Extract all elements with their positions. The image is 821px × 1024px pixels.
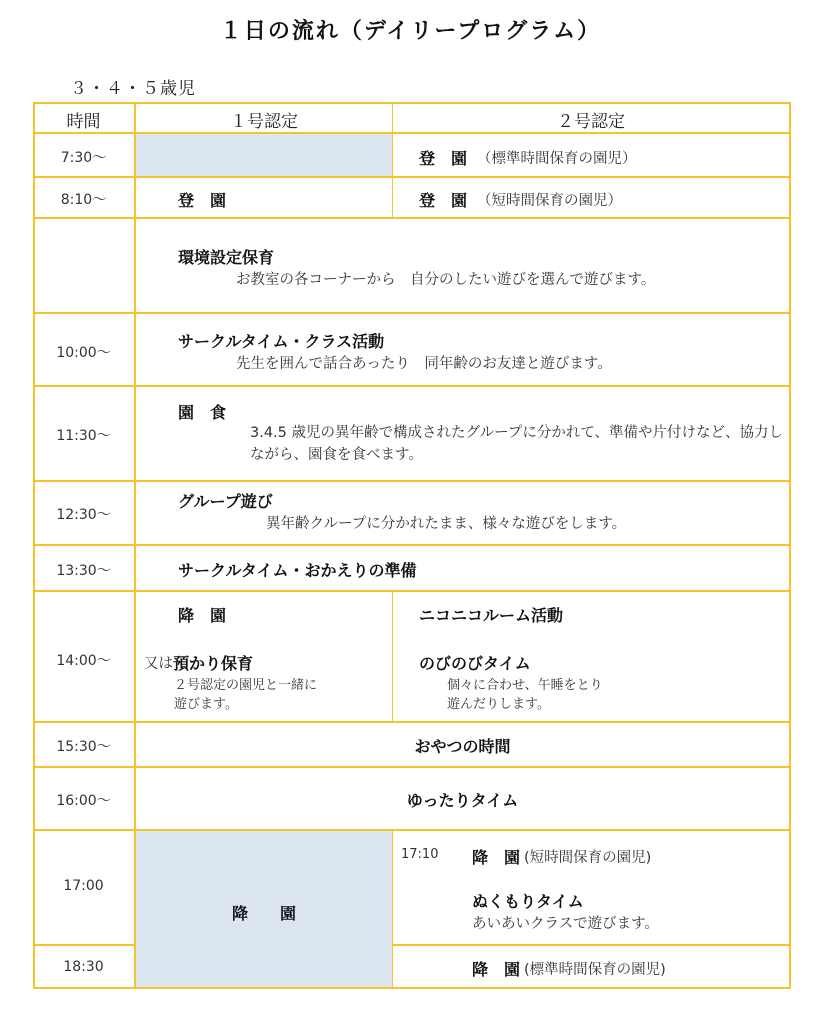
type1-extended-care-desc: ２号認定の園児と一緒に [174,678,318,693]
age-group-label: ３・４・５歳児 [70,79,196,99]
activity-title: 園 食 [178,403,227,422]
activity-title-centered: おやつの時間 [414,737,511,756]
type2-dismissal-short: 降 園 [472,848,521,867]
row-line [33,385,791,387]
type2-dismissal-standard-note: (標準時間保育の園児) [524,962,666,978]
row-line [33,944,136,946]
activity-description: 先生を囲んで話合あったり 同年齢のお友達と遊びます。 [236,356,612,372]
table-border-bottom [33,987,791,989]
time-label: 15:30～ [56,739,111,755]
time-label: 12:30～ [56,507,111,523]
activity-title: グループ遊び [178,492,273,511]
type2-nukumori-time: ぬくもりタイム [472,892,584,911]
type1-evening-dismissal: 降 園 [231,904,296,923]
type2-arrival-short-note: （短時間保育の園児） [477,193,622,209]
time-label: 10:00～ [56,345,111,361]
row-line [392,944,791,946]
type2-nikoniko-room: ニコニコルーム活動 [419,606,564,625]
activity-description: 異年齢クループに分かれたまま、様々な遊びをします。 [266,516,627,532]
type2-arrival-standard: 登 園 [419,149,468,168]
time-label: 8:10～ [60,192,107,208]
time-label: 13:30～ [56,563,111,579]
type-divider-1700 [392,830,393,989]
activity-title: サークルタイム・クラス活動 [178,332,385,351]
row-line [33,132,791,134]
header-time: 時間 [66,112,101,132]
schedule-table [33,102,791,989]
type2-nobinobi-desc: 遊んだりします。 [447,697,550,712]
time-label: 11:30～ [56,428,111,444]
time-label: 16:00～ [56,793,111,809]
type1-extended-care: 預かり保育 [173,654,254,673]
row-line [33,480,791,482]
row-line [33,544,791,546]
page-title: １日の流れ（デイリープログラム） [219,19,602,44]
type1-dismissal: 降 園 [178,606,227,625]
time-label: 18:30 [63,959,104,975]
time-label: 14:00～ [56,653,111,669]
row-line [33,590,791,592]
type2-nukumori-desc: あいあいクラスで遊びます。 [472,916,659,932]
type-divider-1400 [392,591,393,721]
type2-dismissal-time: 17:10 [401,847,439,862]
header-type2: ２号認定 [557,112,625,132]
row-line [33,217,791,219]
type2-arrival-short: 登 園 [419,191,468,210]
type2-nobinobi-desc: 個々に合わせ、午睡をとり [447,678,603,693]
type2-dismissal-standard: 降 園 [472,960,521,979]
row-line [33,829,791,831]
type1-or-label: 又は [144,656,173,672]
type2-nobinobi-time: のびのびタイム [419,654,531,673]
type1-extended-care-desc: 遊びます。 [174,697,238,712]
table-border-top [33,102,791,104]
activity-title: 環境設定保育 [178,248,275,267]
type2-dismissal-short-note: (短時間保育の園児) [524,850,652,866]
header-type1: １号認定 [230,112,298,132]
type1-arrival: 登 園 [178,191,227,210]
time-label: 17:00 [63,878,104,894]
row-line [33,721,791,723]
type2-arrival-standard-note: （標準時間保育の園児） [477,151,637,167]
activity-description: お教室の各コーナーから 自分のしたい遊びを選んで遊びます。 [236,272,656,288]
row-line [33,176,791,178]
type1-empty-cell-0730 [136,134,392,177]
activity-title: サークルタイム・おかえりの準備 [178,561,417,580]
time-label: 7:30～ [60,150,107,166]
activity-title-centered: ゆったりタイム [406,791,519,810]
row-line [33,312,791,314]
row-line [33,766,791,768]
activity-description: 3.4.5 歳児の異年齢で構成されたグループに分かれて、準備や片付けなど、協力しながら、園食を食べます。 [250,425,784,463]
